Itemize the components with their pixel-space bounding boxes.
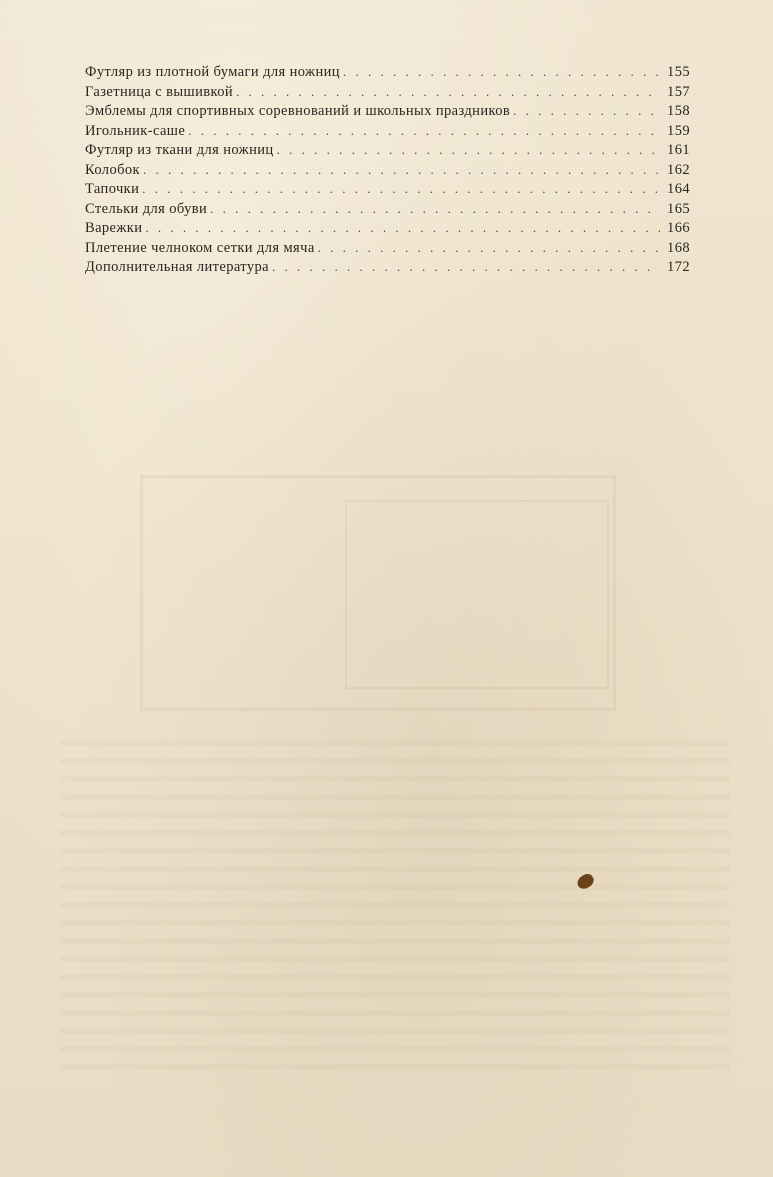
toc-dot-leader bbox=[188, 123, 660, 139]
toc-entry-page: 172 bbox=[667, 259, 690, 275]
toc-entry-page: 164 bbox=[667, 181, 690, 197]
toc-dot-leader bbox=[145, 220, 660, 236]
toc-entry-title: Игольник-саше bbox=[85, 122, 186, 139]
toc-dot-leader bbox=[210, 201, 660, 217]
toc-entry bbox=[85, 123, 690, 143]
toc-entry bbox=[85, 162, 690, 182]
toc-entry bbox=[85, 201, 690, 221]
toc-entry-title: Дополнительная литература bbox=[85, 259, 269, 275]
toc-entry bbox=[85, 103, 690, 123]
toc-entry-title: Эмблемы для спортивных соревнований и школьных праздников bbox=[85, 103, 511, 119]
toc-entry bbox=[85, 64, 690, 84]
toc-dot-leader bbox=[143, 162, 660, 178]
toc-entry bbox=[85, 259, 690, 279]
toc-entry-page: 161 bbox=[667, 142, 690, 158]
toc-entry-title: Плетение челноком сетки для мяча bbox=[85, 239, 315, 256]
table-of-contents bbox=[85, 64, 690, 279]
toc-entry-title: Футляр из ткани для ножниц bbox=[85, 142, 274, 158]
show-through-inner-frame bbox=[345, 500, 609, 689]
toc-dot-leader bbox=[318, 240, 660, 256]
toc-entry-title: Варежки bbox=[85, 220, 143, 236]
toc-entry-page: 155 bbox=[667, 64, 690, 80]
toc-entry bbox=[85, 220, 690, 240]
toc-dot-leader bbox=[142, 181, 660, 197]
toc-dot-leader bbox=[277, 142, 660, 158]
toc-entry-page: 168 bbox=[667, 239, 690, 256]
toc-entry-title: Тапочки bbox=[85, 181, 140, 197]
toc-dot-leader bbox=[272, 259, 660, 275]
toc-dot-leader bbox=[513, 103, 660, 119]
toc-entry bbox=[85, 240, 690, 260]
toc-entry bbox=[85, 84, 690, 104]
toc-entry bbox=[85, 142, 690, 162]
toc-entry-page: 159 bbox=[667, 122, 690, 139]
toc-entry-page: 162 bbox=[667, 161, 690, 178]
toc-entry-title: Газетница с вышивкой bbox=[85, 83, 234, 100]
toc-entry-title: Стельки для обуви bbox=[85, 200, 208, 217]
toc-entry bbox=[85, 181, 690, 201]
show-through-text-block bbox=[60, 740, 730, 1070]
toc-entry-page: 158 bbox=[667, 103, 690, 119]
toc-entry-page: 166 bbox=[667, 220, 690, 236]
toc-entry-page: 157 bbox=[667, 83, 690, 100]
toc-entry-title: Футляр из плотной бумаги для ножниц bbox=[85, 64, 340, 80]
toc-dot-leader bbox=[236, 84, 660, 100]
toc-entry-title: Колобок bbox=[85, 161, 140, 178]
toc-dot-leader bbox=[343, 64, 660, 80]
toc-entry-page: 165 bbox=[667, 200, 690, 217]
